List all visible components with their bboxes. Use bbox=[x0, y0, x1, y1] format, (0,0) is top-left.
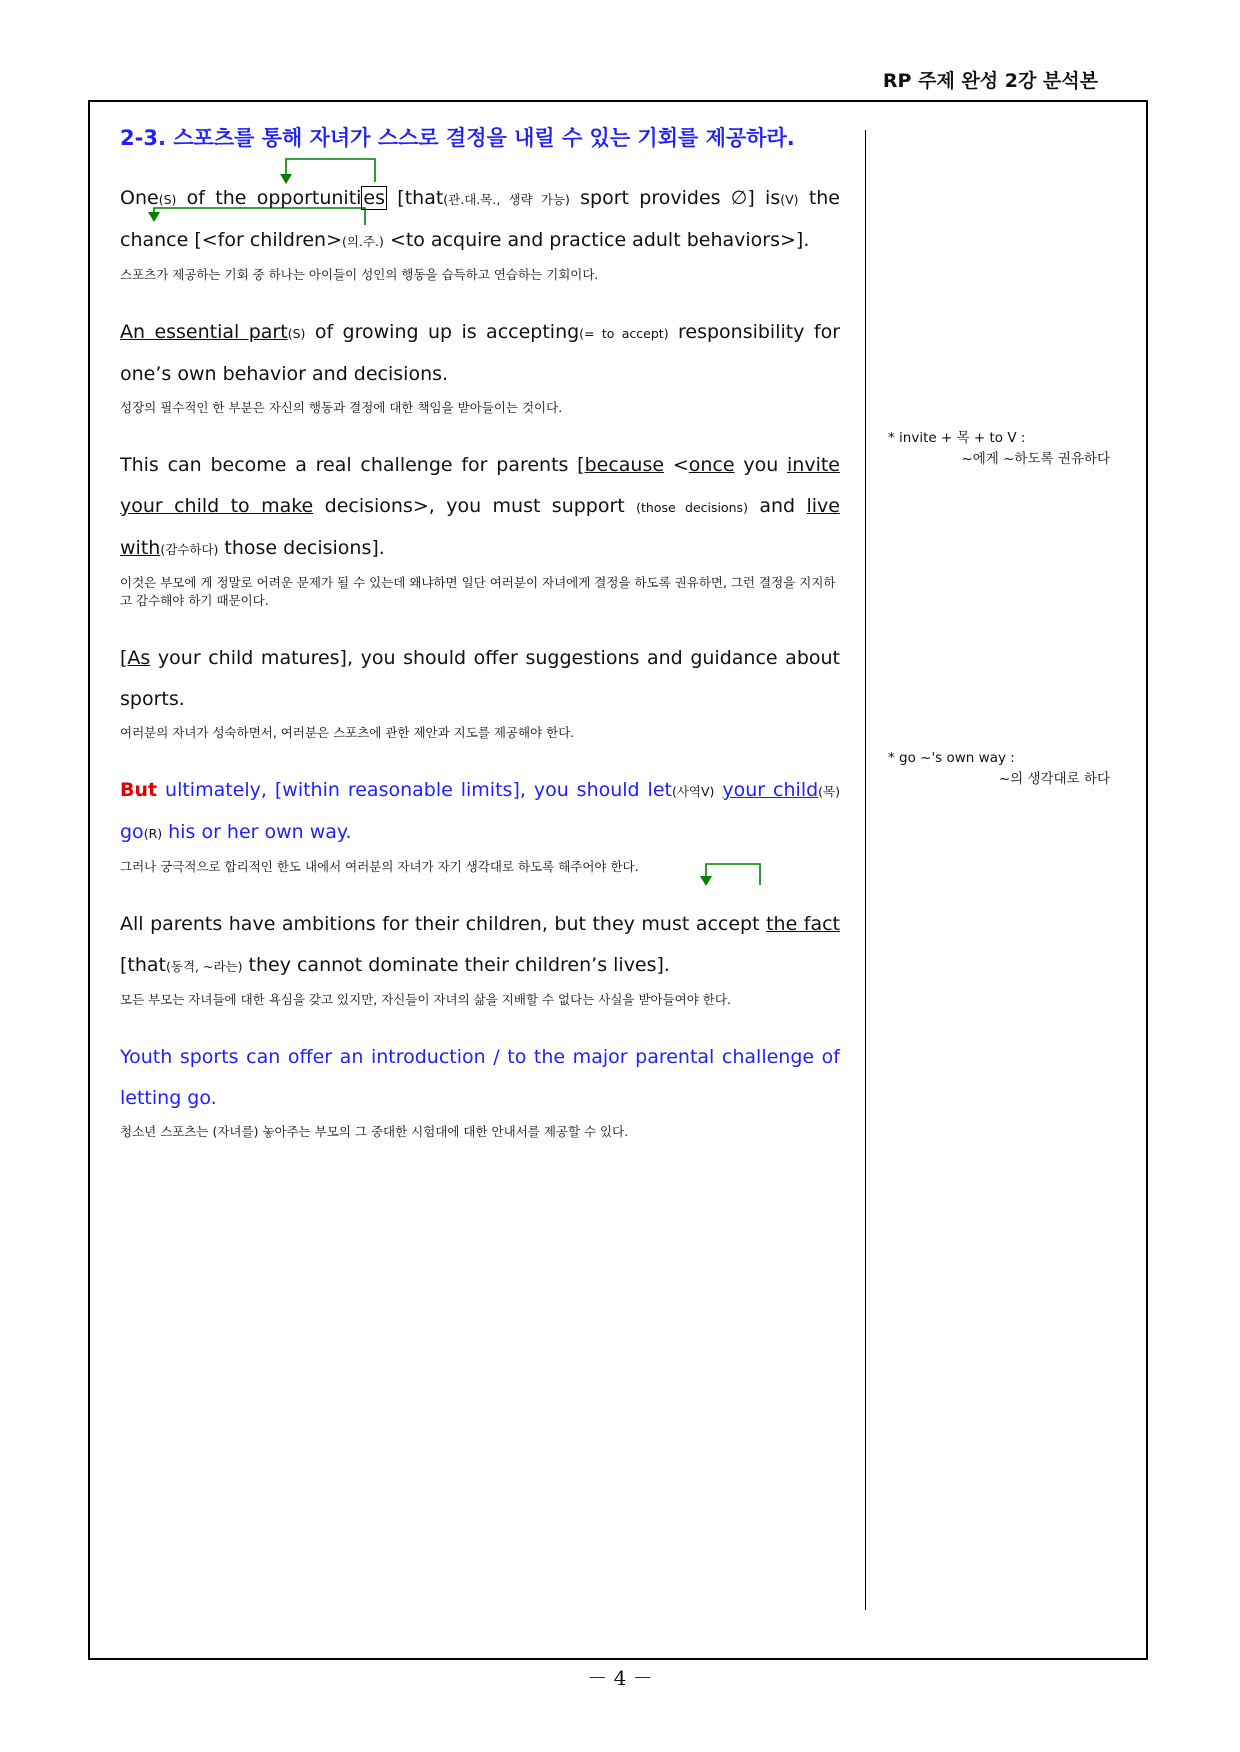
korean-translation: 여러분의 자녀가 성숙하면서, 여러분은 스포츠에 관한 제안과 지도를 제공해야 한다. bbox=[120, 725, 575, 740]
sentence-4 bbox=[120, 638, 840, 742]
english-text: Youth sports can offer an introduction / to the major parental challenge of letting go. bbox=[120, 1046, 840, 1109]
section-title: 2-3. 스포츠를 통해 자녀가 스스로 결정을 내릴 수 있는 기회를 제공하라. bbox=[120, 126, 795, 150]
sentence-7 bbox=[120, 1037, 840, 1141]
sentence-3 bbox=[120, 445, 840, 610]
korean-translation: 그러나 궁극적으로 합리적인 한도 내에서 여러분의 자녀가 자기 생각대로 하도록 해주어야 한다. bbox=[120, 859, 639, 874]
korean-translation: 청소년 스포츠는 (자녀를) 놓아주는 부모의 그 중대한 시험대에 대한 안내서를 제공할 수 있다. bbox=[120, 1124, 629, 1139]
column-divider bbox=[865, 130, 866, 1610]
sentence-2 bbox=[120, 312, 840, 417]
empty-set-symbol: ∅ bbox=[730, 187, 748, 209]
english-text: But ultimately, [within reasonable limits], you should let(사역V) your child(목) go(R) his or her own way. bbox=[120, 779, 840, 843]
korean-translation: 이것은 부모에 게 정말로 어려운 문제가 될 수 있는데 왜냐하면 일단 여러분이 자녀에게 결정을 하도록 권유하면, 그런 결정을 지지하고 감수해야 하기 때문이다. bbox=[120, 575, 836, 608]
english-text: An essential part(S) of growing up is accepting(= to accept) responsibility for one’s own behavior and decisions. bbox=[120, 321, 841, 385]
side-note-go-own-way: * go ~'s own way : ~의 생각대로 하다 bbox=[888, 750, 1110, 787]
content-frame bbox=[88, 100, 1148, 1660]
korean-translation: 성장의 필수적인 한 부분은 자신의 행동과 결정에 대한 책임을 받아들이는 것이다. bbox=[120, 400, 563, 415]
korean-translation: 모든 부모는 자녀들에 대한 욕심을 갖고 있지만, 자신들이 자녀의 삶을 지배할 수 없다는 사실을 받아들여야 한다. bbox=[120, 992, 731, 1007]
english-text: One(S) of the opportuniti es [that(관.대.목., 생략 가능) sport provides ∅] is(V) the chance [<for children>(의.주.) <to acquire and practice adult behaviors>]. bbox=[120, 187, 840, 251]
side-note-invite: * invite + 목 + to V : ~에게 ~하도록 권유하다 bbox=[888, 430, 1110, 467]
english-text: This can become a real challenge for parents [because <once you invite your child to make decisions>, you must support (those decisions) and live with(감수하다) those decisions]. bbox=[120, 454, 840, 559]
english-text: All parents have ambitions for their children, but they must accept the fact [that(동격, ~라는) they cannot dominate their children’s lives]. bbox=[120, 913, 841, 976]
main-column bbox=[120, 122, 840, 1169]
english-text: [As your child matures], you should offer suggestions and guidance about sports. bbox=[120, 647, 840, 710]
boxed-gap: es bbox=[363, 187, 386, 209]
sentence-1 bbox=[120, 178, 840, 284]
korean-translation: 스포츠가 제공하는 기회 중 하나는 아이들이 성인의 행동을 습득하고 연습하는 기회이다. bbox=[120, 267, 599, 282]
sentence-5 bbox=[120, 770, 840, 876]
page-number: － 4 － bbox=[587, 1666, 653, 1690]
sentence-6 bbox=[120, 904, 840, 1009]
document-header: RP 주제 완성 2강 분석본 bbox=[882, 70, 1098, 92]
